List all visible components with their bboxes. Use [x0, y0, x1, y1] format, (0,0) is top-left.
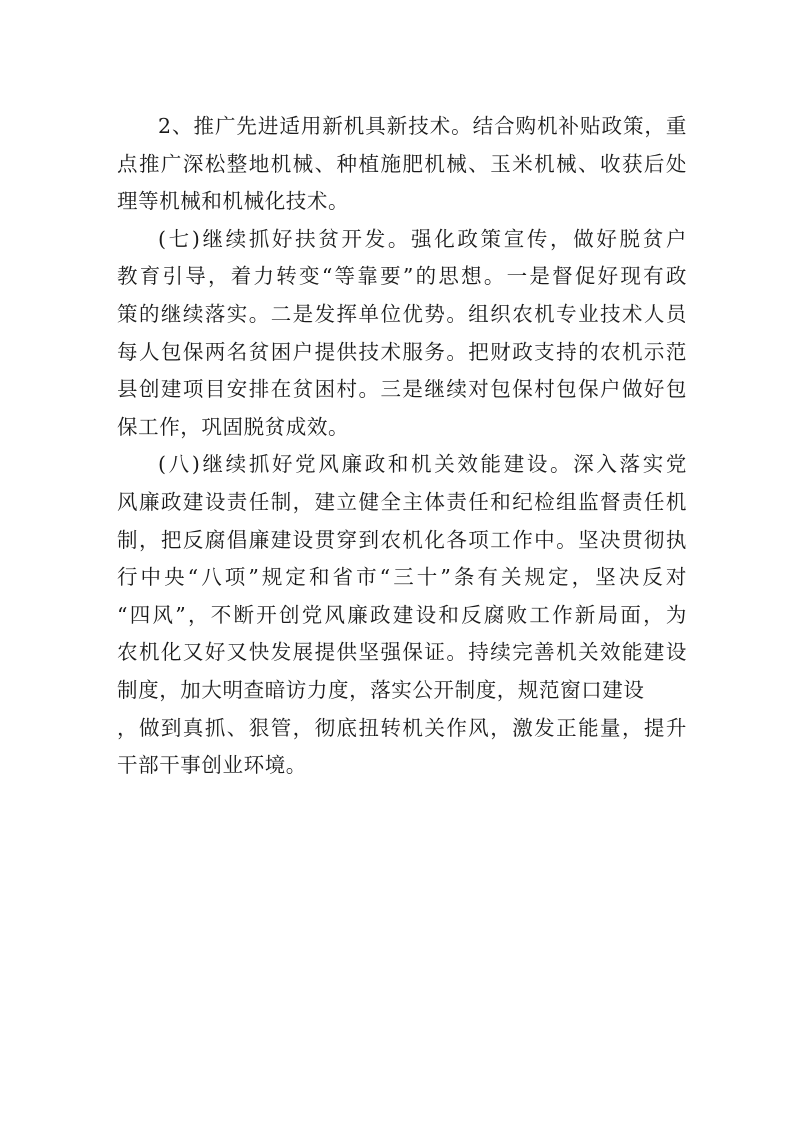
text-line: 干部干事创业环境。	[117, 753, 307, 778]
paragraph-section-7	[117, 221, 687, 447]
text-line: (八)继续抓好党风廉政和机关效能建设。深入落实党	[158, 452, 687, 477]
text-line: 点推广深松整地机械、种植施肥机械、玉米机械、收获后处	[117, 151, 687, 176]
text-line: 风廉政建设责任制，建立健全主体责任和纪检组监督责任机	[117, 489, 687, 514]
text-line: 保工作，巩固脱贫成效。	[117, 414, 350, 439]
text-line: “四风”，不断开创党风廉政建设和反腐败工作新局面，为	[117, 602, 687, 627]
text-line: 制，把反腐倡廉建设贯穿到农机化各项工作中。坚决贯彻执	[117, 527, 687, 552]
text-line: 每人包保两名贫困户提供技术服务。把财政支持的农机示范	[117, 339, 687, 364]
text-line: 2、推广先进适用新机具新技术。结合购机补贴政策，重	[158, 114, 687, 138]
text-line: ，做到真抓、狠管，彻底扭转机关作风，激发正能量，提升	[117, 715, 687, 740]
paragraph-section-8	[117, 446, 687, 784]
text-line: 策的继续落实。二是发挥单位优势。组织农机专业技术人员	[117, 301, 687, 326]
text-line: (七)继续抓好扶贫开发。强化政策宣传，做好脱贫户	[158, 226, 687, 251]
paragraph-item-2	[117, 108, 687, 221]
text-line: 理等机械和机械化技术。	[117, 189, 350, 214]
text-line: 行中央“八项”规定和省市“三十”条有关规定，坚决反对	[117, 565, 687, 590]
text-line: 县创建项目安排在贫困村。三是继续对包保村包保户做好包	[117, 377, 687, 402]
document-body	[117, 108, 687, 785]
text-line: 农机化又好又快发展提供坚强保证。持续完善机关效能建设	[117, 640, 687, 665]
text-line: 教育引导，着力转变“等靠要”的思想。一是督促好现有政	[117, 264, 687, 289]
text-line: 制度，加大明查暗访力度，落实公开制度，规范窗口建设	[117, 677, 645, 702]
